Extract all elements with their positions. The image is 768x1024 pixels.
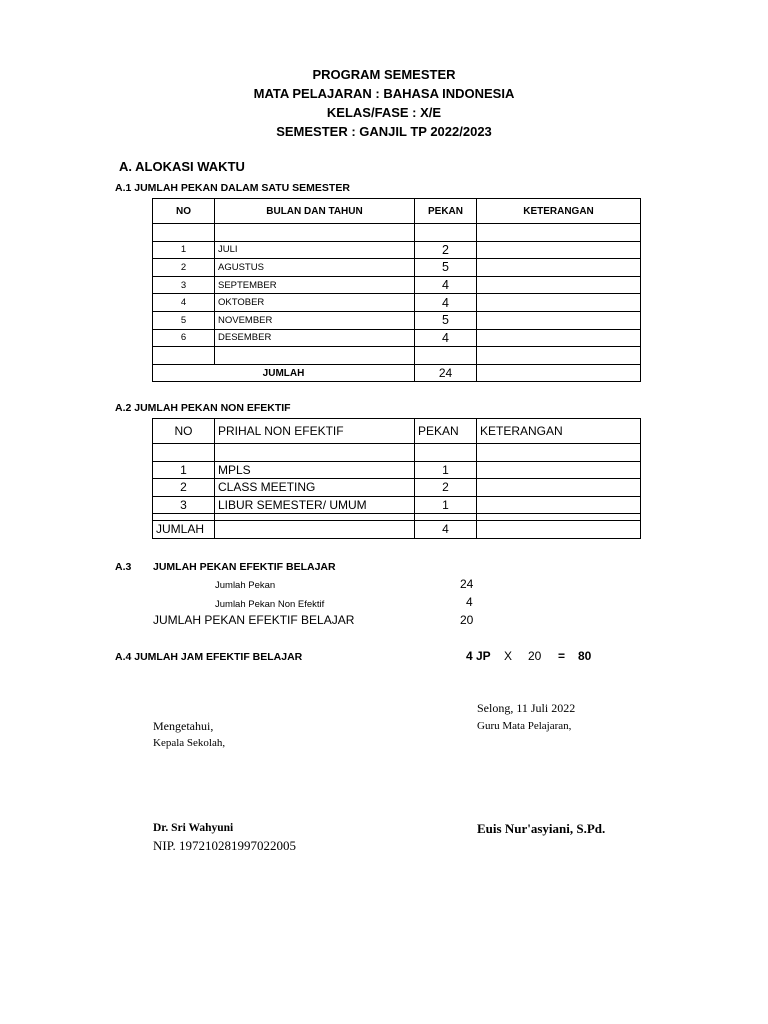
table-total-row xyxy=(153,364,641,382)
col-header-note: KETERANGAN xyxy=(477,419,641,444)
row-note xyxy=(477,461,641,479)
row-month: NOVEMBER xyxy=(215,311,415,329)
col-header-weeks: PEKAN xyxy=(415,419,477,444)
row-weeks: 2 xyxy=(415,479,477,497)
table-row-blank xyxy=(153,514,641,521)
effective-hours-result: 80 xyxy=(578,649,592,663)
row-weeks: 4 xyxy=(415,329,477,347)
col-header-no: NO xyxy=(153,199,215,224)
total-weeks-label: Jumlah Pekan xyxy=(215,580,276,591)
header-title: PROGRAM SEMESTER xyxy=(312,67,456,82)
row-item: MPLS xyxy=(215,461,415,479)
acknowledged-label: Mengetahui, xyxy=(153,719,214,733)
header-subject: MATA PELAJARAN : BAHASA INDONESIA xyxy=(253,86,515,101)
table-row-blank xyxy=(153,224,641,242)
row-weeks: 4 xyxy=(415,276,477,294)
col-header-month: BULAN DAN TAHUN xyxy=(215,199,415,224)
a1-title: A.1 JUMLAH PEKAN DALAM SATU SEMESTER xyxy=(115,182,350,194)
place-date: Selong, 11 Juli 2022 xyxy=(477,701,576,715)
table-total-row xyxy=(153,521,641,539)
col-header-note: KETERANGAN xyxy=(477,199,641,224)
table-row xyxy=(153,329,641,347)
row-note xyxy=(477,241,641,259)
row-note xyxy=(477,259,641,277)
non-effective-weeks-table xyxy=(152,418,641,539)
total-label: JUMLAH xyxy=(153,364,415,382)
row-note xyxy=(477,329,641,347)
effective-weeks-count: 20 xyxy=(528,649,542,663)
row-no: 4 xyxy=(153,294,215,312)
equals-sign: = xyxy=(558,649,566,663)
doc-header xyxy=(0,65,768,141)
total-value: 24 xyxy=(415,364,477,382)
a2-title: A.2 JUMLAH PEKAN NON EFEKTIF xyxy=(115,402,291,414)
row-month: SEPTEMBER xyxy=(215,276,415,294)
row-note xyxy=(477,311,641,329)
total-weeks-value: 24 xyxy=(460,577,474,591)
row-note xyxy=(477,479,641,497)
table-row xyxy=(153,496,641,514)
col-header-weeks: PEKAN xyxy=(415,199,477,224)
table-row xyxy=(153,259,641,277)
row-item: CLASS MEETING xyxy=(215,479,415,497)
row-month: OKTOBER xyxy=(215,294,415,312)
row-weeks: 1 xyxy=(415,461,477,479)
effective-weeks-value: 20 xyxy=(460,613,474,627)
table-row xyxy=(153,241,641,259)
teacher-role: Guru Mata Pelajaran, xyxy=(477,720,572,732)
effective-weeks-label: JUMLAH PEKAN EFEKTIF BELAJAR xyxy=(153,613,355,627)
row-month: DESEMBER xyxy=(215,329,415,347)
row-month: JULI xyxy=(215,241,415,259)
table-row-blank xyxy=(153,444,641,462)
col-header-item: PRIHAL NON EFEKTIF xyxy=(215,419,415,444)
row-month: AGUSTUS xyxy=(215,259,415,277)
a3-label: A.3 xyxy=(115,561,132,573)
row-no: 2 xyxy=(153,479,215,497)
non-effective-weeks-label: Jumlah Pekan Non Efektif xyxy=(215,599,325,610)
row-weeks: 5 xyxy=(415,311,477,329)
row-note xyxy=(477,496,641,514)
header-class: KELAS/FASE : X/E xyxy=(326,105,442,120)
weeks-per-semester-table xyxy=(152,198,641,382)
row-no: 3 xyxy=(153,496,215,514)
row-no: 3 xyxy=(153,276,215,294)
a3-title: JUMLAH PEKAN EFEKTIF BELAJAR xyxy=(153,561,336,573)
multiply-sign: X xyxy=(504,649,513,663)
principal-nip: NIP. 197210281997022005 xyxy=(153,838,297,853)
row-weeks: 5 xyxy=(415,259,477,277)
table-header-row xyxy=(153,199,641,224)
row-note xyxy=(477,294,641,312)
total-value: 4 xyxy=(415,521,477,539)
table-header-row xyxy=(153,419,641,444)
section-a-title: A. ALOKASI WAKTU xyxy=(119,159,245,174)
total-label: JUMLAH xyxy=(153,521,215,539)
a4-title: A.4 JUMLAH JAM EFEKTIF BELAJAR xyxy=(115,651,303,663)
teacher-name: Euis Nur'asyiani, S.Pd. xyxy=(477,821,606,836)
row-no: 1 xyxy=(153,461,215,479)
non-effective-weeks-value: 4 xyxy=(466,595,473,609)
row-weeks: 2 xyxy=(415,241,477,259)
row-no: 5 xyxy=(153,311,215,329)
table-row xyxy=(153,276,641,294)
table-row xyxy=(153,311,641,329)
row-no: 1 xyxy=(153,241,215,259)
row-no: 6 xyxy=(153,329,215,347)
row-note xyxy=(477,276,641,294)
row-weeks: 4 xyxy=(415,294,477,312)
row-item: LIBUR SEMESTER/ UMUM xyxy=(215,496,415,514)
header-semester: SEMESTER : GANJIL TP 2022/2023 xyxy=(276,124,492,139)
row-weeks: 1 xyxy=(415,496,477,514)
col-header-no: NO xyxy=(153,419,215,444)
principal-name: Dr. Sri Wahyuni xyxy=(153,822,234,834)
table-row xyxy=(153,294,641,312)
table-row xyxy=(153,479,641,497)
principal-role: Kepala Sekolah, xyxy=(153,737,226,749)
table-row xyxy=(153,461,641,479)
table-row-blank xyxy=(153,347,641,365)
row-no: 2 xyxy=(153,259,215,277)
hours-per-week: 4 JP xyxy=(466,649,491,663)
